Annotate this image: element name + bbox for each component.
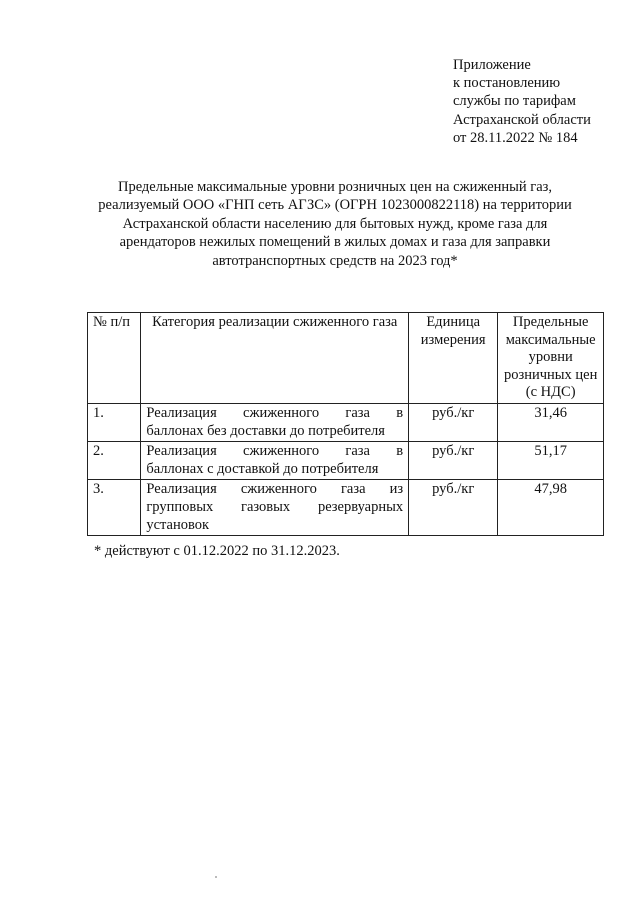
header-unit: Единица измерения	[409, 313, 498, 404]
document-title	[80, 178, 590, 270]
footnote: * действуют с 01.12.2022 по 31.12.2023.	[94, 543, 340, 559]
row-price: 47,98	[498, 480, 604, 536]
appendix-line: Астраханской области	[453, 111, 591, 128]
row-category	[141, 403, 409, 441]
row-category-line: баллонах без доставки до потребителя	[146, 422, 385, 439]
table-row	[88, 403, 604, 441]
row-category	[141, 442, 409, 480]
table-row	[88, 480, 604, 536]
row-unit: руб./кг	[409, 480, 498, 536]
row-category-line: Реализация сжиженного газа в	[146, 443, 404, 460]
header-price: Предельные максимальные уровни розничных цен (с НДС)	[498, 313, 604, 404]
appendix-line: Приложение	[453, 57, 531, 73]
price-table	[87, 312, 604, 536]
row-num: 2.	[88, 442, 141, 480]
row-price: 51,17	[498, 442, 604, 480]
row-price: 31,46	[498, 403, 604, 441]
title-line: арендаторов нежилых помещений в жилых домах и газа для заправки	[119, 234, 551, 251]
appendix-line: службы по тарифам	[453, 93, 576, 110]
header-category: Категория реализации сжиженного газа	[141, 313, 409, 404]
table-header-row	[88, 313, 604, 404]
header-num: № п/п	[88, 313, 141, 404]
row-category	[141, 480, 409, 536]
row-category-line: баллонах с доставкой до потребителя	[146, 460, 379, 477]
appendix-line: к постановлению	[453, 75, 561, 92]
scan-speck	[215, 876, 217, 878]
row-unit: руб./кг	[409, 442, 498, 480]
appendix-line: от 28.11.2022 № 184	[453, 129, 578, 146]
row-category-line: групповых газовых резервуарных установок	[146, 498, 404, 533]
row-category-line: Реализация сжиженного газа в	[146, 404, 404, 421]
row-num: 1.	[88, 403, 141, 441]
title-line: реализуемый ООО «ГНП сеть АГЗС» (ОГРН 1023000822118) на территории	[98, 197, 572, 214]
appendix-block	[453, 56, 591, 147]
row-unit: руб./кг	[409, 403, 498, 441]
row-category-line: Реализация сжиженного газа из	[146, 481, 404, 498]
table-row	[88, 442, 604, 480]
title-line: Астраханской области населению для бытовых нужд, кроме газа для	[122, 215, 548, 232]
title-line: Предельные максимальные уровни розничных цен на сжиженный газ,	[117, 179, 553, 195]
title-line: автотранспортных средств на 2023 год*	[212, 252, 458, 269]
row-num: 3.	[88, 480, 141, 536]
